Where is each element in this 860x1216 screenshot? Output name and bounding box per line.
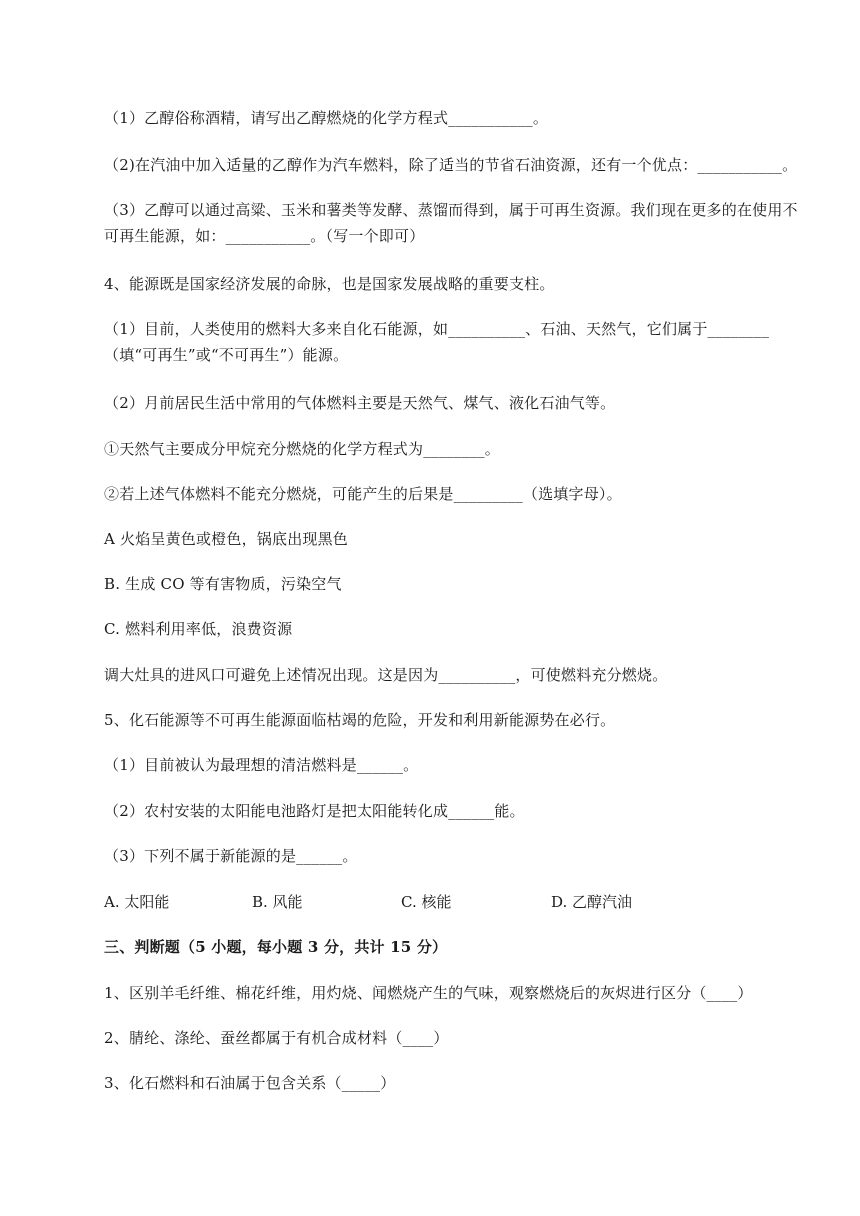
q4-part2a: ①天然气主要成分甲烷充分燃烧的化学方程式为________。: [104, 440, 501, 458]
q4-part2: （2）月前居民生活中常用的气体燃料主要是天然气、煤气、液化石油气等。: [104, 394, 616, 412]
q4-title: 4、能源既是国家经济发展的命脉，也是国家发展战略的重要支柱。: [104, 275, 555, 293]
q5-option-c: C. 核能: [401, 893, 452, 911]
q4-part2b: ②若上述气体燃料不能充分燃烧，可能产生的后果是_________（选填字母）。: [104, 485, 622, 503]
q5-title: 5、化石能源等不可再生能源面临枯竭的危险，开发和利用新能源势在必行。: [104, 711, 616, 729]
q3-part2: （2)在汽油中加入适量的乙醇作为汽车燃料，除了适当的节省石油资源，还有一个优点：___________。: [104, 156, 798, 174]
q5-option-b: B. 风能: [252, 893, 303, 911]
q5-part3: （3）下列不属于新能源的是______。: [104, 847, 358, 865]
q3-part3: （3）乙醇可以通过高粱、玉米和薯类等发酵、蒸馏而得到，属于可再生资源。我们现在更多的在使用不可再生能源，如：___________。（写一个即可）: [104, 201, 798, 245]
q4-option-a: A 火焰呈黄色或橙色，锅底出现黑色: [104, 530, 349, 548]
judge-item-3: 3、化石燃料和石油属于包含关系（_____）: [104, 1074, 396, 1092]
section-3-heading: 三、判断题（5 小题，每小题 3 分，共计 15 分）: [104, 938, 448, 956]
q4-part1: （1）目前，人类使用的燃料大多来自化石能源，如__________、石油、天然气，它们属于________（填“可再生”或“不可再生”）能源。: [104, 320, 770, 364]
q5-option-d: D. 乙醇汽油: [551, 893, 633, 911]
q4-option-b: B. 生成 CO 等有害物质，污染空气: [104, 575, 342, 593]
q3-part1: （1）乙醇俗称酒精，请写出乙醇燃烧的化学方程式___________。: [104, 109, 549, 127]
q4-part3: 调大灶具的进风口可避免上述情况出现。这是因为__________，可使燃料充分燃烧。: [104, 666, 668, 684]
q4-option-c: C. 燃料利用率低，浪费资源: [104, 620, 293, 638]
q5-part2: （2）农村安装的太阳能电池路灯是把太阳能转化成______能。: [104, 802, 525, 820]
judge-item-2: 2、腈纶、涤纶、蚕丝都属于有机合成材料（____）: [104, 1029, 449, 1047]
judge-item-1: 1、区别羊毛纤维、棉花纤维，用灼烧、闻燃烧产生的气味，观察燃烧后的灰烬进行区分（____）: [104, 984, 753, 1002]
q5-option-a: A. 太阳能: [104, 893, 170, 911]
q5-part1: （1）目前被认为最理想的清洁燃料是______。: [104, 756, 419, 774]
